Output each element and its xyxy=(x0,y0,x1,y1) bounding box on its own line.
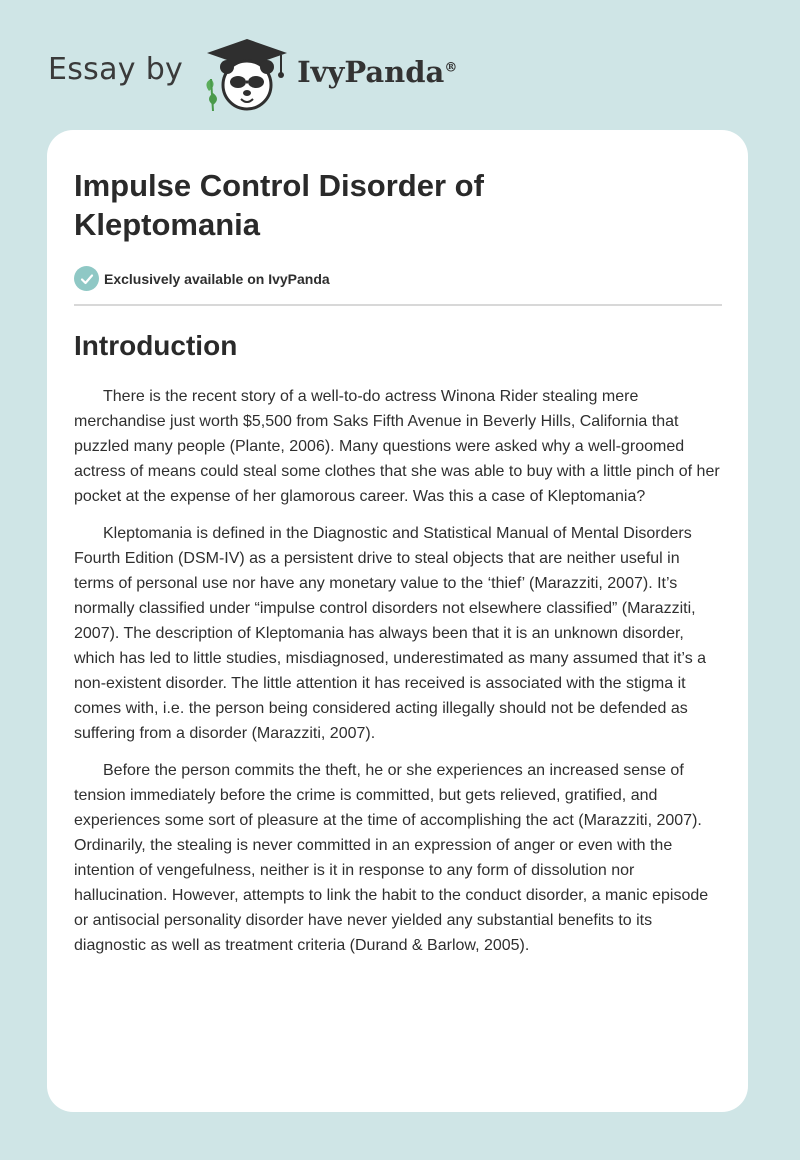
section-heading: Introduction xyxy=(74,330,238,361)
exclusive-badge xyxy=(74,266,722,306)
page-title: Impulse Control Disorder of Kleptomania xyxy=(74,168,484,242)
brand-name[interactable]: IvyPanda® xyxy=(297,55,458,89)
badge-text: Exclusively available on IvyPanda xyxy=(104,270,330,287)
essay-card xyxy=(47,130,748,1112)
paragraph-1: There is the recent story of a well-to-do actress Winona Rider stealing mere merchandise just worth $5,500 from Saks Fifth Avenue in Beverly Hills, California that puzzled many people (Plante, 2006). Many questions were asked why a well-groomed actress of means could steal some clothes that she was able to buy with a little pinch of her pocket at the expense of her glamorous career. Was this a case of Kleptomania? xyxy=(74,388,720,505)
brand-header xyxy=(48,34,457,114)
check-icon xyxy=(80,272,94,286)
paragraph-2: Kleptomania is defined in the Diagnostic and Statistical Manual of Mental Disorders Fourth Edition (DSM-IV) as a persistent drive to steal objects that are neither useful in terms of personal use nor have any monetary value to the ‘thief’ (Marazziti, 2007). It’s normally classified under “impulse control disorders not elsewhere classified” (Marazziti, 2007). The description of Kleptomania has always been that it is an unknown disorder, which has led to little studies, misdiagnosed, underestimated as many assumed that it’s a non-existent disorder. The little attention it has received is associated with the stigma it comes with, i.e. the person being considered acting illegally should not be defended as suffering from a disorder (Marazziti, 2007). xyxy=(74,525,707,742)
paragraph-3: Before the person commits the theft, he or she experiences an increased sense of tension immediately before the crime is committed, but gets relieved, gratified, and experiences some sort of pleasure at the time of accomplishing the act (Marazziti, 2007). Ordinarily, the stealing is never committed in an expression of anger or even with the intention of vengefulness, neither is it in response to any form of dissolution nor hallucination. However, attempts to link the habit to the conduct disorder, a manic episode or antisocial personality disorder have never yielded any substantial benefits to its diagnostic as well as treatment criteria (Durand & Barlow, 2005). xyxy=(74,762,709,954)
brand-prefix: Essay by xyxy=(48,51,184,87)
badge-circle xyxy=(74,266,99,291)
ivypanda-logo-icon xyxy=(201,35,293,113)
